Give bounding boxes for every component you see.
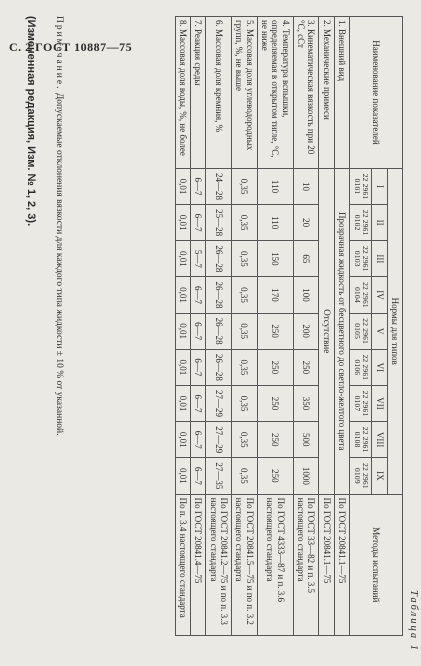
value-cell: 250: [293, 349, 319, 385]
page-header: С. 2 ГОСТ 10887—75: [9, 40, 133, 54]
indicator-name: 6. Массовая доля кремния, %: [206, 17, 232, 169]
value-cell: 20: [293, 205, 319, 241]
value-cell: 250: [257, 458, 293, 494]
okp-code: 22 2961 0109: [350, 458, 372, 494]
table-row: [206, 17, 232, 636]
value-cell: 0,35: [231, 277, 257, 313]
merged-value: Отсутствие: [319, 168, 334, 494]
type-header: IX: [372, 458, 387, 494]
merged-value: Прозрачная жидкость от бесцветного до светло-желтого цвета: [334, 168, 349, 494]
value-cell: 200: [293, 313, 319, 349]
type-header: I: [372, 168, 387, 204]
indicator-name: 3. Кинематическая вязкость при 20 °С, сСт: [293, 17, 319, 169]
value-cell: 26—28: [206, 241, 232, 277]
test-method: По ГОСТ 20841.1—75: [319, 494, 334, 635]
norms-group-header: Нормы для типов: [387, 168, 402, 494]
value-cell: 6—7: [190, 422, 205, 458]
value-cell: 350: [293, 385, 319, 421]
value-cell: 0,01: [175, 458, 190, 494]
type-header: V: [372, 313, 387, 349]
value-cell: 0,35: [231, 422, 257, 458]
amendment-note: (Измененная редакция, Изм. № 1, 2, 3).: [25, 16, 37, 227]
value-cell: 500: [293, 422, 319, 458]
value-cell: 0,01: [175, 241, 190, 277]
okp-code: 22 2961 0102: [350, 205, 372, 241]
value-cell: 6—7: [190, 168, 205, 204]
table-row: [175, 17, 190, 636]
test-method: По ГОСТ 20841.5—75 и по п. 3.2 настоящего стандарта: [231, 494, 257, 635]
value-cell: 0,01: [175, 313, 190, 349]
value-cell: 6—7: [190, 458, 205, 494]
table-note: [53, 16, 65, 636]
value-cell: 27—29: [206, 422, 232, 458]
value-cell: 0,01: [175, 205, 190, 241]
value-cell: 0,01: [175, 349, 190, 385]
value-cell: 0,01: [175, 168, 190, 204]
okp-code: 22 2961 0107: [350, 385, 372, 421]
value-cell: 250: [257, 349, 293, 385]
table-row: [319, 17, 334, 636]
table-label: Таблица 1: [408, 589, 419, 652]
value-cell: 0,35: [231, 205, 257, 241]
indicator-name: 4. Температура вспышки, определяемая в открытом тигле, °С, не ниже: [257, 17, 293, 169]
test-method: По ГОСТ 4333—87 и п. 3.6 настоящего стандарта: [257, 494, 293, 635]
type-header: VII: [372, 385, 387, 421]
method-column-header: Методы испытаний: [350, 494, 403, 635]
value-cell: 6—7: [190, 313, 205, 349]
indicator-name: 7. Реакция среды: [190, 17, 205, 169]
type-header: IV: [372, 277, 387, 313]
norms-table: [175, 16, 403, 636]
indicator-name: 1. Внешний вид: [334, 17, 349, 169]
okp-code: 22 2961 0108: [350, 422, 372, 458]
value-cell: 6—7: [190, 205, 205, 241]
value-cell: 0,35: [231, 349, 257, 385]
value-cell: 65: [293, 241, 319, 277]
table-header-row: [387, 17, 402, 636]
value-cell: 100: [293, 277, 319, 313]
test-method: По п. 3.4 настоящего стандарта: [175, 494, 190, 635]
value-cell: 0,35: [231, 168, 257, 204]
table-row: [231, 17, 257, 636]
value-cell: 110: [257, 205, 293, 241]
type-header: III: [372, 241, 387, 277]
okp-code: 22 2961 0101: [350, 168, 372, 204]
indicator-name: 5. Массовая доля углеводородных групп, %, не выше: [231, 17, 257, 169]
value-cell: 27—29: [206, 385, 232, 421]
value-cell: 6—7: [190, 385, 205, 421]
name-column-header: Наименование показателей: [350, 17, 403, 169]
table-row: [293, 17, 319, 636]
value-cell: 0,35: [231, 241, 257, 277]
okp-code: 22 2961 0103: [350, 241, 372, 277]
test-method: По ГОСТ 20841.4—75: [190, 494, 205, 635]
okp-code: 22 2961 0105: [350, 313, 372, 349]
table-row: [334, 17, 349, 636]
value-cell: 0,01: [175, 385, 190, 421]
indicator-name: 8. Массовая доля воды, %, не более: [175, 17, 190, 169]
type-header: VIII: [372, 422, 387, 458]
okp-code: 22 2961 0106: [350, 349, 372, 385]
value-cell: 250: [257, 313, 293, 349]
value-cell: 250: [257, 422, 293, 458]
type-header: II: [372, 205, 387, 241]
value-cell: 5—7: [190, 241, 205, 277]
value-cell: 24—28: [206, 168, 232, 204]
note-text: Допускаемые отклонения вязкости для каждого типа жидкости ± 10 % от указанной.: [54, 92, 64, 436]
test-method: По ГОСТ 20841.1—75: [334, 494, 349, 635]
value-cell: 1000: [293, 458, 319, 494]
value-cell: 6—7: [190, 349, 205, 385]
value-cell: 25—28: [206, 205, 232, 241]
test-method: По ГОСТ 33—82 и п. 3.5 настоящего стандарта: [293, 494, 319, 635]
value-cell: 0,35: [231, 313, 257, 349]
value-cell: 26—28: [206, 349, 232, 385]
value-cell: 110: [257, 168, 293, 204]
value-cell: 27—35: [206, 458, 232, 494]
value-cell: 6—7: [190, 277, 205, 313]
note-label: Примечание.: [54, 16, 64, 91]
value-cell: 0,35: [231, 385, 257, 421]
value-cell: 170: [257, 277, 293, 313]
value-cell: 26—28: [206, 277, 232, 313]
value-cell: 10: [293, 168, 319, 204]
table-row: [257, 17, 293, 636]
value-cell: 150: [257, 241, 293, 277]
indicator-name: 2. Механические примеси: [319, 17, 334, 169]
test-method: По ГОСТ 20841.2—75 и по п. 3.3 настоящего стандарта: [206, 494, 232, 635]
value-cell: 0,35: [231, 458, 257, 494]
table-row: [190, 17, 205, 636]
okp-code: 22 2961 0104: [350, 277, 372, 313]
value-cell: 250: [257, 385, 293, 421]
type-header: VI: [372, 349, 387, 385]
value-cell: 0,01: [175, 277, 190, 313]
value-cell: 0,01: [175, 422, 190, 458]
value-cell: 26—28: [206, 313, 232, 349]
